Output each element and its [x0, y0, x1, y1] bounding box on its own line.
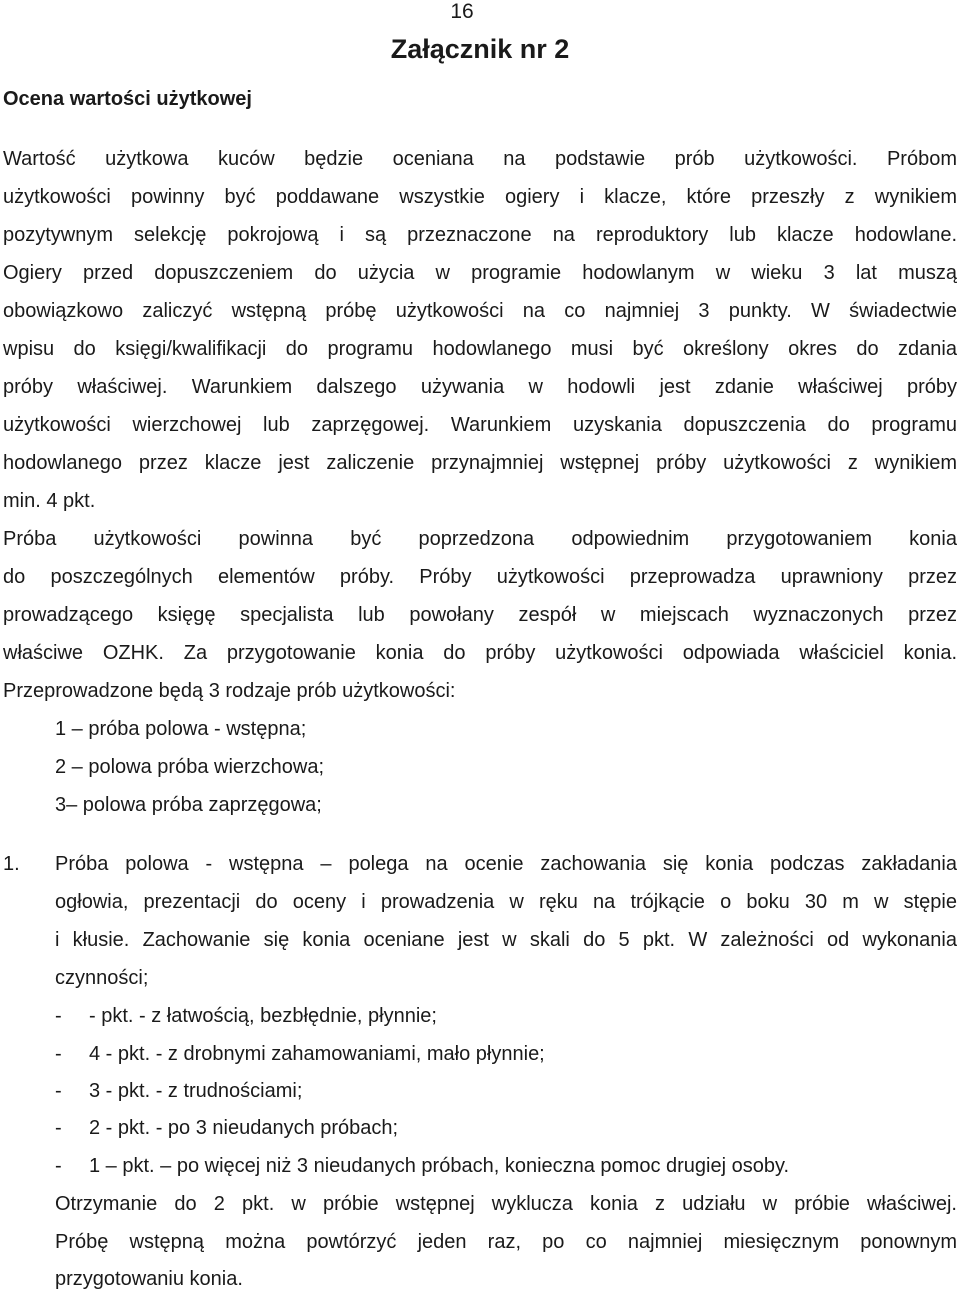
list-dash: - [55, 1155, 62, 1177]
text-line: próby właściwej. Warunkiem dalszego używania w hodowli jest zdanie właściwej próby [3, 376, 957, 398]
text-line: Próbę wstępną można powtórzyć jeden raz, po co najmniej miesięcznym ponownym [55, 1231, 957, 1253]
text-line: hodowlanego przez klacze jest zaliczenie przynajmniej wstępnej próby użytkowości z wynikiem [3, 452, 957, 474]
text-line: właściwe OZHK. Za przygotowanie konia do próby użytkowości odpowiada właściciel konia. [3, 642, 957, 664]
text-line: i kłusie. Zachowanie się konia oceniane jest w skali do 5 pkt. W zależności od wykonania [55, 929, 957, 951]
text-line: obowiązkowo zaliczyć wstępną próbę użytkowości na co najmniej 3 punkty. W świadectwie [3, 300, 957, 322]
text-line: pozytywnym selekcję pokrojową i są przeznaczone na reproduktory lub klacze hodowlane. [3, 224, 957, 246]
text-line: do poszczególnych elementów próby. Próby użytkowości przeprowadza uprawniony przez [3, 566, 957, 588]
text-line: Otrzymanie do 2 pkt. w próbie wstępnej wyklucza konia z udziału w próbie właściwej. [55, 1193, 957, 1215]
list-item [55, 1154, 789, 1178]
list-item [55, 1116, 398, 1140]
text-line: przygotowaniu konia. [55, 1268, 243, 1290]
list-item [55, 1042, 545, 1066]
list-item [55, 1004, 437, 1028]
text-line: Próba użytkowości powinna być poprzedzona odpowiednim przygotowaniem konia [3, 528, 957, 550]
text-line: Ogiery przed dopuszczeniem do użycia w programie hodowlanym w wieku 3 lat muszą [3, 262, 957, 284]
list-item: 3– polowa próba zaprzęgowa; [55, 794, 322, 816]
list-dash: - [55, 1080, 62, 1102]
text-line: prowadzącego księgę specjalista lub powołany zespół w miejscach wyznaczonych przez [3, 604, 957, 626]
list-item: 1 – próba polowa - wstępna; [55, 718, 307, 740]
list-dash: - [55, 1043, 62, 1065]
text-line: czynności; [55, 967, 149, 989]
page-number: 16 [450, 0, 474, 23]
list-item-text: 2 - pkt. - po 3 nieudanych próbach; [89, 1117, 399, 1139]
list-item-text: 1 – pkt. – po więcej niż 3 nieudanych próbach, konieczna pomoc drugiej osoby. [89, 1155, 790, 1177]
section-heading: Ocena wartości użytkowej [3, 88, 252, 110]
text-line: Wartość użytkowa kuców będzie oceniana na podstawie prób użytkowości. Próbom [3, 148, 957, 170]
list-item: 2 – polowa próba wierzchowa; [55, 756, 325, 778]
list-dash: - [55, 1117, 62, 1139]
text-line: ogłowia, prezentacji do oceny i prowadzenia w ręku na trójkącie o boku 30 m w stępie [55, 891, 957, 913]
text-line: min. 4 pkt. [3, 490, 96, 512]
text-line: użytkowości powinny być poddawane wszystkie ogiery i klacze, które przeszły z wynikiem [3, 186, 957, 208]
annex-title: Załącznik nr 2 [390, 34, 570, 64]
list-item-text: 3 - pkt. - z trudnościami; [89, 1080, 303, 1102]
text-line: wpisu do księgi/kwalifikacji do programu hodowlanego musi być określony okres do zdania [3, 338, 957, 360]
list-item-text: 4 - pkt. - z drobnymi zahamowaniami, mało płynnie; [89, 1043, 545, 1065]
list-dash: - [55, 1005, 62, 1027]
text-line: Przeprowadzone będą 3 rodzaje prób użytkowości: [3, 680, 456, 702]
text-line: użytkowości wierzchowej lub zaprzęgowej. Warunkiem uzyskania dopuszczenia do programu [3, 414, 957, 436]
text-line: Próba polowa - wstępna – polega na ocenie zachowania się konia podczas zakładania [55, 853, 957, 875]
list-item-text: - pkt. - z łatwością, bezbłędnie, płynnie; [89, 1005, 437, 1027]
section-number: 1. [3, 853, 20, 875]
list-item [55, 1079, 302, 1103]
